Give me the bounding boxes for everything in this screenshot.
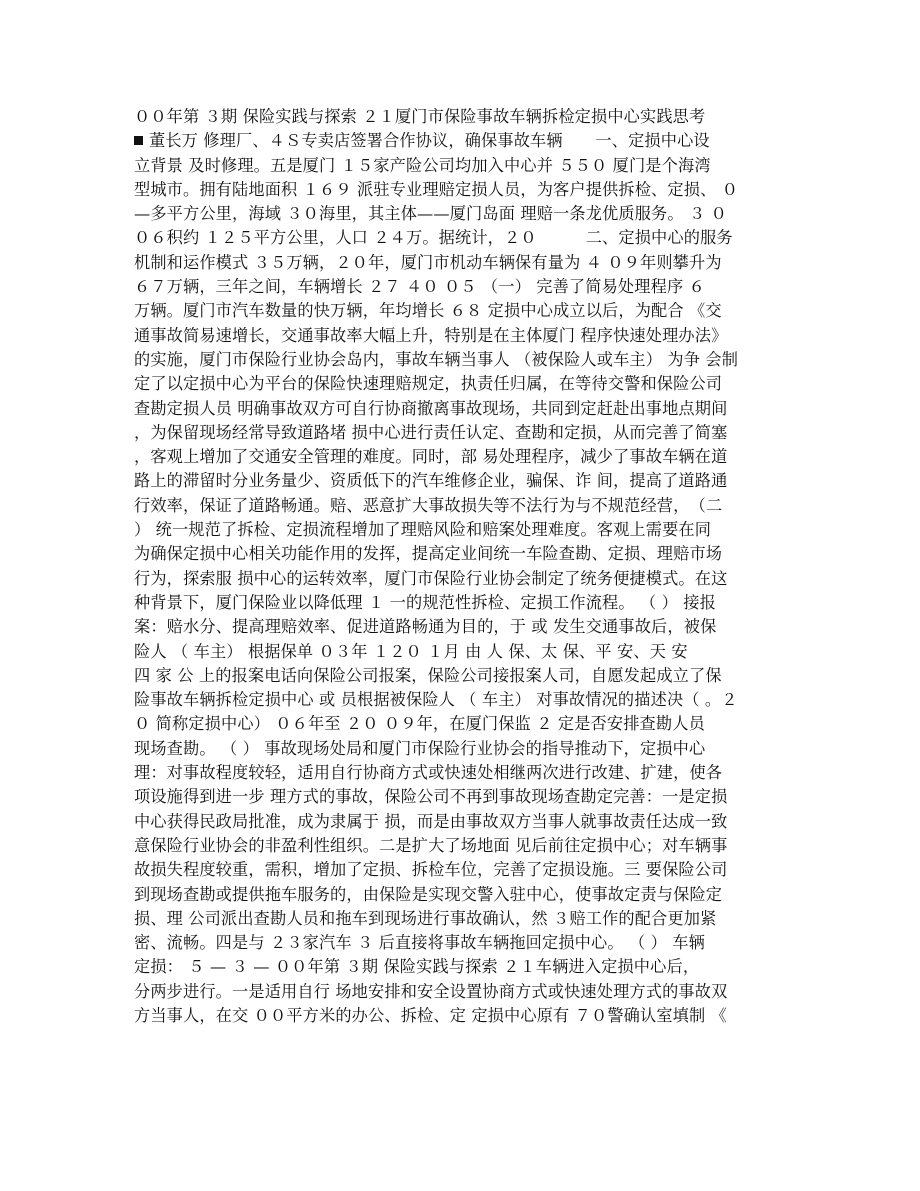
text-line: 立背景 及时修理。五是厦门 １５家产险公司均加入中心并 ５５０ 厦门是个海湾 — [134, 155, 711, 175]
document-page — [134, 105, 796, 1028]
text-line: 险事故车辆拆检定损中心 或 员根据被保险人 （ 车主） 对事故情况的描述决（ 。２ — [134, 690, 738, 710]
text-line: 分两步进行。一是适用自行 场地安排和安全设置协商方式或快速处理方式的事故双 — [134, 981, 728, 1001]
text-line: 理：对事故程度较轻，适用自行协商方式或快速处相继两次进行改建、扩建，使各 — [134, 763, 723, 783]
text-line: 项设施得到进一步 理方式的事故，保险公司不再到事故现场查勘定完善：一是定损 — [134, 787, 728, 807]
text-line: 型城市。拥有陆地面积 １６９ 派驻专业理赔定损人员，为客户提供拆检、定损、 ０ — [134, 179, 739, 199]
text-line: 查勘定损人员 明确事故双方可自行协商撤离事故现场，共同到定赶赴出事地点期间 — [134, 398, 728, 418]
text-line: ６７万辆，三年之间，车辆增长 ２７ ４０ ０５ （一） 完善了简易处理程序 ６ — [134, 277, 705, 297]
text-line: 故损失程度较重，需积，增加了定损、拆检车位，完善了定损设施。三 要保险公司 — [134, 860, 728, 880]
text-line: ０ 简称定损中心） ０６年至 ２０ ０９年，在厦门保监 ２ 定是否安排查勘人员 — [134, 714, 705, 734]
text-line: 定损： ５ — ３ — ００年第 ３期 保险实践与探索 ２１车辆进入定损中心后， — [134, 957, 700, 977]
text-line: 险人 （ 车主） 根据保单 ０３年 １２０ １月 由 人 保、太 保、平 安、天 安 — [134, 641, 688, 661]
text-line: 现场查勘。 （ ） 事故现场处局和厦门市保险行业协会的指导推动下，定损中心 — [134, 738, 706, 758]
square-bullet-icon — [134, 136, 143, 145]
text-line: 行效率，保证了道路畅通。赔、恶意扩大事故损失等不法行为与不规范经营， （二 — [134, 495, 723, 515]
text-line: 种背景下，厦门保险业以降低理 １ 一的规范性拆检、定损工作流程。 （ ） 接报 — [134, 592, 716, 612]
text-line: ，为保留现场经常导致道路堵 损中心进行责任认定、查勘和定损，从而完善了简塞 — [134, 422, 728, 442]
text-line: 为确保定损中心相关功能作用的发挥，提高定业间统一车险查勘、定损、理赔市场 — [134, 544, 723, 564]
text-line: 行为，探索服 损中心的运转效率，厦门市保险行业协会制定了统务便捷模式。在这 — [134, 568, 728, 588]
text-line: 案：赔水分、提高理赔效率、促进道路畅通为目的，于 或 发生交通事故后，被保 — [134, 617, 717, 637]
text-line: 万辆。厦门市汽车数量的快万辆，年均增长 ６８ 定损中心成立以后，为配合 《交 — [134, 301, 722, 321]
text-line: 路上的滞留时分业务量少、资质低下的汽车维修企业，骗保、诈 间，提高了道路通 — [134, 471, 728, 491]
text-line: 中心获得民政局批准，成为隶属于 损，而是由事故双方当事人就事故责任达成一致 — [134, 811, 728, 831]
text-line-with-bullet — [134, 129, 796, 153]
text-line: 密、流畅。四是与 ２３家汽车 ３ 后直接将事故车辆拖回定损中心。 （ ） 车辆 — [134, 933, 705, 953]
text-line: ０６积约 １２５平方公里，人口 ２４万。据统计，２０ 二、定损中心的服务 — [134, 228, 733, 248]
text-line: 机制和运作模式 ３５万辆，２０年，厦门市机动车辆保有量为 ４ ０９年则攀升为 — [134, 252, 722, 272]
text-line: 通事故简易速增长，交通事故率大幅上升，特别是在主体厦门 程序快速处理办法》 — [134, 325, 728, 345]
text-line: 方当事人，在交 ００平方米的办公、拆检、定 定损中心原有 ７０警确认室填制 《 — [134, 1005, 727, 1025]
text-line: ，客观上增加了交通安全管理的难度。同时，部 易处理程序，减少了事故车辆在道 — [134, 447, 728, 467]
text-line: 意保险行业协会的非盈利性组织。二是扩大了场地面 见后前往定损中心；对车辆事 — [134, 835, 728, 855]
text-line: —多平方公里，海域 ３０海里，其主体——厦门岛面 理赔一条龙优质服务。 ３ ０ — [134, 204, 727, 224]
text-line: 到现场查勘或提供拖车服务的，由保险是实现交警入驻中心，使事故定责与保险定 — [134, 884, 723, 904]
text-line: ） 统一规范了拆检、定损流程增加了理赔风险和赔案处理难度。客观上需要在同 — [134, 520, 712, 540]
text-line: 损、理 公司派出查勘人员和拖车到现场进行事故确认，然 ３赔工作的配合更加紧 — [134, 908, 717, 928]
text-line: ００年第 ３期 保险实践与探索 ２１厦门市保险事故车辆拆检定损中心实践思考 — [134, 107, 706, 126]
text-line: 的实施，厦门市保险行业协会岛内，事故车辆当事人 （被保险人或车主） 为争 会制 — [134, 349, 739, 369]
text-line: 定了以定损中心为平台的保险快速理赔规定，执责任归属，在等待交警和保险公司 — [134, 374, 723, 394]
text-line: 四 家 公 上的报案电话向保险公司报案，保险公司接报案人司，自愿发起成立了保 — [134, 665, 722, 685]
text-line-content: 董长万 修理厂、４Ｓ专卖店签署合作协议，确保事故车辆 一、定损中心设 — [149, 131, 710, 151]
